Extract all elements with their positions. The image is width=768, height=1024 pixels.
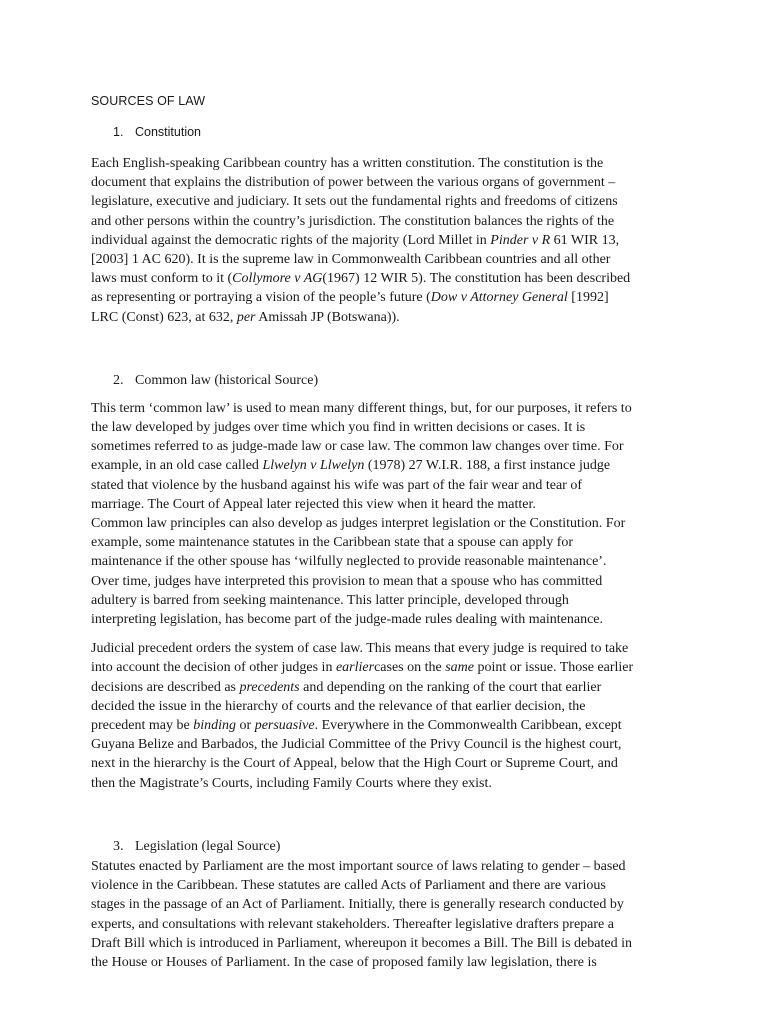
text-line: violence in the Caribbean. These statutes are called Acts of Parliament and there are various xyxy=(91,878,606,894)
text-line: decided the issue in the hierarchy of courts and the relevance of that earlier decision, the xyxy=(91,698,586,714)
text-line: next in the hierarchy is the Court of Appeal, below that the High Court or Supreme Court, and xyxy=(91,756,618,772)
section-number: 2. xyxy=(113,372,124,388)
text-line: LRC (Const) 623, at 632, per Amissah JP (Botswana)). xyxy=(91,309,400,325)
text-line: Draft Bill which is introduced in Parliament, whereupon it becomes a Bill. The Bill is debated in xyxy=(91,935,632,951)
text-line: example, some maintenance statutes in the Caribbean state that a spouse can apply for xyxy=(91,535,574,551)
text-line: the House or Houses of Parliament. In the case of proposed family law legislation, there is xyxy=(91,954,597,970)
text-line: Guyana Belize and Barbados, the Judicial Committee of the Privy Council is the highest court, xyxy=(91,737,622,753)
text-line: This term ‘common law’ is used to mean many different things, but, for our purposes, it refers to xyxy=(91,400,632,416)
text-line: example, in an old case called Llwelyn v Llwelyn (1978) 27 W.I.R. 188, a first instance judge xyxy=(91,458,611,474)
document-title: SOURCES OF LAW xyxy=(91,94,206,108)
section-heading-legislation xyxy=(113,837,675,857)
text-line: into account the decision of other judges in earliercases on the same point or issue. Those earlier xyxy=(91,660,634,676)
text-line: stages in the passage of an Act of Parliament. Initially, there is generally research conducted by xyxy=(91,897,624,913)
text-line: precedent may be binding or persuasive. Everywhere in the Commonwealth Caribbean, except xyxy=(91,718,622,734)
text-line: as representing or portraying a vision of the people’s future (Dow v Attorney General [1992] xyxy=(91,290,609,306)
text-line: individual against the democratic rights of the majority (Lord Millet in Pinder v R 61 WIR 13, xyxy=(91,232,620,248)
text-line: Each English-speaking Caribbean country has a written constitution. The constitution is the xyxy=(91,156,604,171)
text-line: [2003] 1 AC 620). It is the supreme law in Commonwealth Caribbean countries and all other xyxy=(91,252,611,268)
italic-text: per xyxy=(236,309,256,325)
section-heading-text: Common law (historical Source) xyxy=(135,372,319,388)
text-line: interpreting legislation, has become part of the judge-made rules dealing with maintenance. xyxy=(91,612,603,628)
text-line: laws must conform to it (Collymore v AG(1967) 12 WIR 5). The constitution has been described xyxy=(91,271,631,287)
section-number: 1. xyxy=(113,125,124,139)
text-line: document that explains the distribution of power between the various organs of government – xyxy=(91,175,616,191)
text-line: Over time, judges have interpreted this provision to mean that a spouse who has committed xyxy=(91,573,603,589)
italic-text: Dow v Attorney General xyxy=(430,290,568,306)
paragraph-legislation xyxy=(91,857,675,972)
italic-text: Pinder v R xyxy=(490,232,551,248)
text-line: decisions are described as precedents and depending on the ranking of the court that earlier xyxy=(91,679,602,695)
text-line: the law developed by judges over time which you find in written decisions or cases. It is xyxy=(91,420,586,436)
section-number: 3. xyxy=(113,838,124,854)
italic-text: persuasive xyxy=(254,718,315,734)
text-line: and other persons within the country’s jurisdiction. The constitution balances the rights of the xyxy=(91,213,615,229)
italic-text: precedents xyxy=(239,679,300,695)
italic-text: same xyxy=(445,660,474,676)
italic-text: Llwelyn v Llwelyn xyxy=(262,458,365,474)
text-line: Judicial precedent orders the system of case law. This means that every judge is required to take xyxy=(91,641,629,657)
text-line: sometimes referred to as judge-made law or case law. The common law changes over time. For xyxy=(91,439,624,455)
text-line: maintenance if the other spouse has ‘wilfully neglected to provide reasonable maintenance’. xyxy=(91,554,607,570)
section-heading-text: Legislation (legal Source) xyxy=(135,838,281,854)
text-line: Statutes enacted by Parliament are the most important source of laws relating to gender – based xyxy=(91,858,626,874)
section-heading-constitution xyxy=(113,122,675,142)
italic-text: binding xyxy=(193,718,237,734)
section-heading-common-law xyxy=(113,371,675,391)
italic-text: earlier xyxy=(335,660,375,676)
text-line: experts, and consultations with relevant stakeholders. Thereafter legislative drafters prepare a xyxy=(91,916,614,932)
text-line: marriage. The Court of Appeal later rejected this view when it heard the matter. xyxy=(91,496,536,512)
document-body xyxy=(91,92,675,972)
paragraph-common-law xyxy=(91,399,675,629)
text-line: legislature, executive and judiciary. It sets out the fundamental rights and freedoms of citizens xyxy=(91,194,618,210)
text-line: stated that violence by the husband against his wife was part of the fair wear and tear of xyxy=(91,477,582,493)
text-line: Common law principles can also develop as judges interpret legislation or the Constitution. For xyxy=(91,516,626,532)
text-line: adultery is barred from seeking maintenance. This latter principle, developed through xyxy=(91,592,569,608)
section-heading-text: Constitution xyxy=(135,125,202,139)
text-line: then the Magistrate’s Courts, including Family Courts where they exist. xyxy=(91,775,492,791)
paragraph-constitution xyxy=(91,154,675,327)
italic-text: Collymore v AG xyxy=(232,271,323,287)
paragraph-judicial-precedent xyxy=(91,639,675,793)
